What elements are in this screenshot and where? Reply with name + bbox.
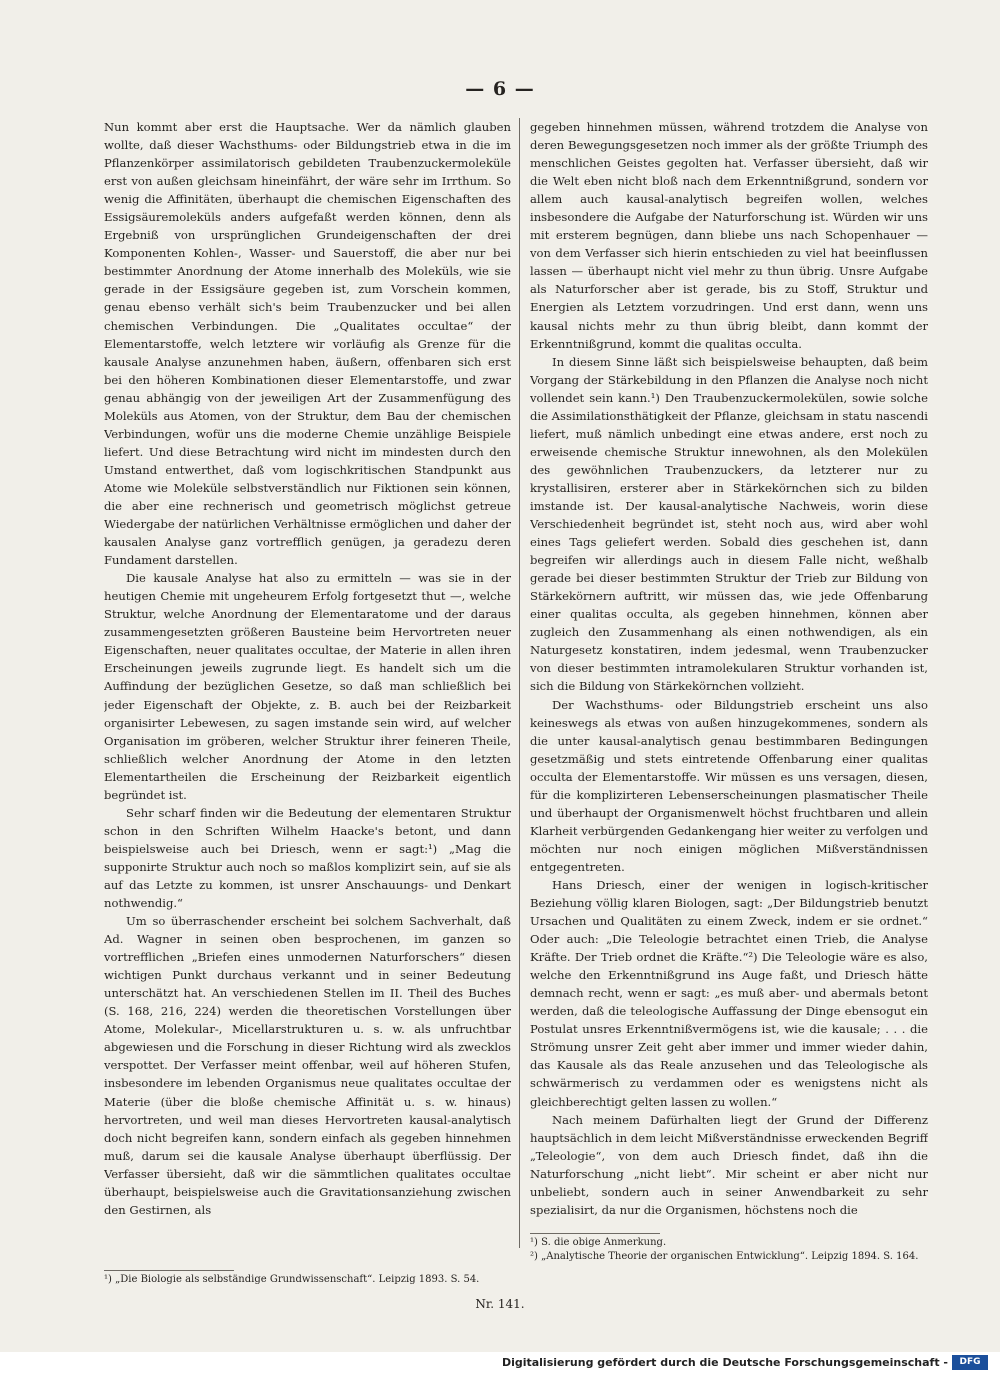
right-column: [530, 118, 928, 1228]
paragraph: Die kausale Analyse hat also zu ermitteln — was sie in der heutigen Chemie mit ungeheurem Erfolg fortgesetzt thut —, welche Struktur, welche Anordnung der Elementaratome und der daraus zusammengesetzten größeren Bausteine beim Hervortreten neuer Eigenschaften, neuer qualitates occultae, der Materie in allen ihren Erscheinungen jeweils zugrunde liegt. Es handelt sich um die Auffindung der bezüglichen Gesetze, so daß man schließlich bei jeder Eigenschaft der Objekte, z. B. auch bei der Reizbarkeit organisirter Lebewesen, zu sagen imstande sein wird, auf welcher Organisation im gröberen, welcher Struktur ihrer feineren Theile, schließlich welcher Anordnung der Atome in den letzten Elementartheilen die Erscheinung der Reizbarkeit eigentlich begründet ist.: [104, 571, 511, 802]
paragraph: gegeben hinnehmen müssen, während trotzdem die Analyse von deren Bewegungsgesetzen noch immer als der größte Triumph des menschlichen Geistes gegolten hat. Verfasser übersieht, daß wir die Welt eben nicht bloß nach dem Erkenntnißgrund, sondern vor allem auch kausal-analytisch begreifen wollen, welches insbesondere die Aufgabe der Naturforschung ist. Würden wir uns mit ersterem begnügen, dann bliebe uns nach Schopenhauer — von dem Verfasser sich hierin entschieden zu viel hat beeinflussen lassen — überhaupt nicht viel mehr zu thun übrig. Unsre Aufgabe als Naturforscher aber ist gerade, bis zu Stoff, Struktur und Energien als Letztem vorzudringen. Und erst dann, wenn uns kausal nichts mehr zu thun übrig bleibt, dann kommt der Erkenntnißgrund, kommt die qualitas occulta.: [530, 120, 928, 351]
page-number: — 6 —: [465, 78, 535, 100]
footnote-rule: [104, 1270, 234, 1271]
footnote: ¹) S. die obige Anmerkung.: [530, 1237, 667, 1248]
footnote: ¹) „Die Biologie als selbständige Grundwissenschaft“. Leipzig 1893. S. 54.: [104, 1274, 480, 1285]
paragraph: Nun kommt aber erst die Hauptsache. Wer da nämlich glauben wollte, daß dieser Wachsthums- oder Bildungstrieb etwa in die im Pflanzenkörper assimilatorisch gebildeten Traubenzuckermoleküle erst von außen gleichsam hineinfährt, der wäre sehr im Irrthum. So wenig die Affinitäten, überhaupt die chemischen Eigenschaften des Essigsäuremoleküls anders aufgefaßt werden können, denn als Ergebniß von ursprünglichen Grundeigenschaften der drei Komponenten Kohlen-, Wasser- und Sauerstoff, die aber nur bei bestimmter Anordnung der Atome innerhalb des Moleküls, wie sie gerade in der Essigsäure gegeben ist, zum Vorschein kommen, genau ebenso verhält sich's beim Traubenzucker und bei allen chemischen Verbindungen. Die „Qualitates occultae“ der Elementarstoffe, welch letztere wir vorläufig als Grenze für die kausale Analyse anzunehmen haben, äußern, offenbaren sich erst bei den höheren Kombinationen dieser Elementarstoffe, und zwar genau abhängig von der jeweiligen Art der Zusammenfügung des Moleküls aus Atomen, von der Struktur, dem Bau der chemischen Verbindungen, wofür uns die moderne Chemie unzählige Beispiele liefert. Und diese Betrachtung wird nicht im mindesten durch den Umstand entwerthet, daß vom logischkritischen Standpunkt aus Atome wie Moleküle selbstverständlich nur Fiktionen sein können, die aber eine rechnerisch und geometrisch möglichst getreue Wiedergabe der natürlichen Verhältnisse ermöglichen und daher der kausalen Analyse ganz vortrefflich genügen, ja geradezu deren Fundament darstellen.: [104, 120, 511, 568]
footnote: ²) „Analytische Theorie der organischen Entwicklung“. Leipzig 1894. S. 164.: [530, 1251, 919, 1262]
paragraph: Um so überraschender erscheint bei solchem Sachverhalt, daß Ad. Wagner in seinen oben besprochenen, im ganzen so vortrefflichen „Briefen eines unmodernen Naturforschers“ diesen wichtigen Punkt durchaus verkannt und in seiner Bedeutung unterschätzt hat. An verschiedenen Stellen im II. Theil des Buches (S. 168, 216, 224) werden die theoretischen Vorstellungen über Atome, Molekular-, Micellarstrukturen u. s. w. als unfruchtbar abgewiesen und die Forschung in dieser Richtung wird als zwecklos verspottet. Der Verfasser meint offenbar, weil auf höheren Stufen, insbesondere im lebenden Organismus neue qualitates occultae der Materie (über die bloße chemische Affinität u. s. w. hinaus) hervortreten, und weil man dieses Hervortreten kausal-analytisch doch nicht begreifen kann, sondern einfach als gegeben hinnehmen muß, darum sei die kausale Analyse überhaupt überflüssig. Der Verfasser übersieht, daß wir die sämmtlichen qualitates occultae überhaupt, beispielsweise auch die Gravitationsanziehung zwischen den Gestirnen, als: [104, 914, 511, 1217]
printer-signature: Nr. 141.: [475, 1297, 525, 1311]
column-divider: [519, 118, 520, 1248]
left-column: [104, 118, 511, 1268]
paragraph: Nach meinem Dafürhalten liegt der Grund der Differenz hauptsächlich in dem leicht Mißverständnisse erweckenden Begriff „Teleologie“, von dem auch Driesch findet, daß ihn die Naturforschung „nicht liebt“. Mir scheint er aber nicht nur unbeliebt, sondern auch in seiner Anwendbarkeit zu sehr spezialisirt, da nur die Organismen, höchstens noch die: [530, 1112, 928, 1217]
dfg-logo: DFG: [952, 1355, 988, 1370]
paragraph: Hans Driesch, einer der wenigen in logisch-kritischer Beziehung völlig klaren Biologen, sagt: „Der Bildungstrieb benutzt Ursachen und Qualitäten zu einem Zweck, indem er sie ordnet.“ Oder auch: „Die Teleologie betrachtet einen Trieb, die Analyse Kräfte. Der Trieb ordnet die Kräfte.“²) Die Teleologie wäre es also, welche den Erkenntnißgrund ins Auge faßt, und Driesch hätte demnach recht, wenn er sagt: „es muß aber- und abermals betont werden, daß die teleologische Auffassung der Dinge ebensogut ein Postulat unsres Erkenntnißvermögens ist, wie die kausale; . . . die Strömung unsrer Zeit geht aber immer und immer wieder dahin, das Kausale als das Reale anzusehen und das Teleologische als schwärmerisch zu verdammen oder es wenigstens nicht als gleichberechtigt gelten lassen zu wollen.“: [530, 877, 928, 1109]
funding-notice: Digitalisierung gefördert durch die Deutsche Forschungsgemeinschaft -: [501, 1356, 948, 1369]
paragraph: Sehr scharf finden wir die Bedeutung der elementaren Struktur schon in den Schriften Wilhelm Haacke's betont, und dann beispielsweise auch bei Driesch, wenn er sagt:¹) „Mag die supponirte Struktur auch noch so maßlos komplizirt sein, auf sie als auf das Letzte zu kommen, ist unsrer Anschauungs- und Denkart nothwendig.“: [104, 805, 511, 911]
footnote-rule: [530, 1233, 660, 1234]
paragraph: In diesem Sinne läßt sich beispielsweise behaupten, daß beim Vorgang der Stärkebildung in den Pflanzen die Analyse noch nicht vollendet sein kann.¹) Den Traubenzuckermolekülen, sowie solche die Assimilationsthätigkeit der Pflanze, gleichsam in statu nascendi liefert, muß nämlich unbedingt eine etwas andere, erst noch zu erweisende chemische Struktur innewohnen, als den Molekülen des gewöhnlichen Traubenzuckers, da letzterer nur zu krystallisiren, ersterer aber in Stärkekörnchen sich zu bilden imstande ist. Der kausal-analytische Nachweis, worin diese Verschiedenheit begründet ist, steht noch aus, wird aber wohl eines Tags geliefert werden. Sobald dies geschehen ist, dann begreifen wir allerdings auch in diesem Falle nicht, weßhalb gerade bei dieser bestimmten Struktur der Trieb zur Bildung von Stärkekörnern auftritt, wir müssen das, wie jede Offenbarung einer qualitas occulta, als gegeben hinnehmen, können aber zugleich den Zusammenhang als einen nothwendigen, als ein Naturgesetz konstatiren, indem jedesmal, wenn Traubenzucker von dieser bestimmten intramolekularen Struktur vorhanden ist, sich die Bildung von Stärkekörnchen vollzieht.: [530, 354, 928, 694]
paragraph: Der Wachsthums- oder Bildungstrieb erscheint uns also keineswegs als etwas von außen hinzugekommenes, sondern als die unter kausal-analytisch genau bestimmbaren Bedingungen gesetzmäßig und stets eintretende Offenbarung einer qualitas occulta der Elementarstoffe. Wir müssen es uns versagen, diesen, für die komplizirteren Lebenserscheinungen plasmatischer Theile und überhaupt der Organismenwelt höchst fruchtbaren und allein Klarheit verbürgenden Gedankengang hier weiter zu verfolgen und möchten nur noch einigen möglichen Mißverständnissen entgegentreten.: [530, 697, 928, 874]
